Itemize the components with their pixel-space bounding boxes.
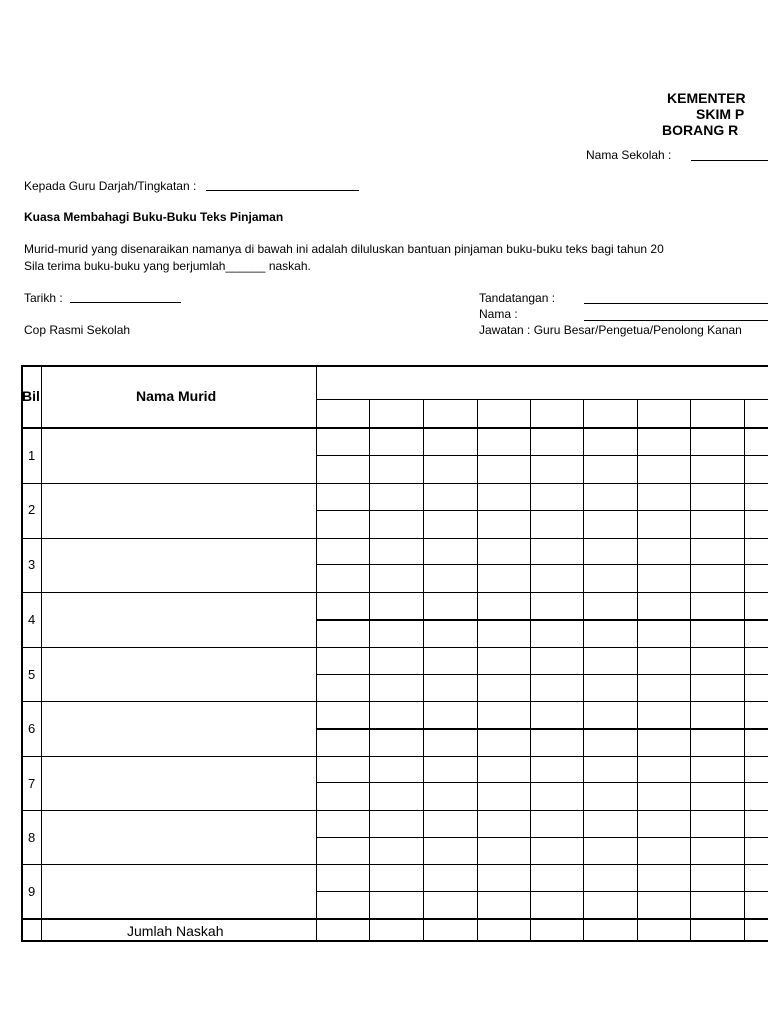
- scheme-title: SKIM P: [696, 106, 745, 122]
- signature-field[interactable]: [584, 303, 768, 304]
- row-number: 2: [28, 502, 36, 517]
- row-number: 4: [28, 612, 36, 627]
- name-col-border: [316, 365, 317, 941]
- col-name-header: Nama Murid: [136, 388, 217, 404]
- subrow-separator: [317, 510, 768, 511]
- total-label: Jumlah Naskah: [127, 923, 224, 939]
- bil-col-border: [41, 365, 42, 941]
- school-name-label: Nama Sekolah :: [586, 148, 672, 162]
- subrow-separator: [317, 728, 768, 730]
- row-number: 5: [28, 667, 36, 682]
- row-separator: [21, 538, 768, 539]
- row-separator: [21, 918, 768, 920]
- date-label: Tarikh :: [24, 291, 63, 305]
- to-teacher-label: Kepada Guru Darjah/Tingkatan :: [24, 179, 197, 193]
- row-number: 3: [28, 557, 36, 572]
- name-field[interactable]: [584, 320, 768, 321]
- book-col-border: [637, 399, 638, 941]
- subrow-separator: [317, 674, 768, 675]
- subrow-separator: [317, 837, 768, 838]
- row-number: 9: [28, 884, 36, 899]
- header-subrow-line: [317, 399, 768, 400]
- row-separator: [21, 592, 768, 593]
- school-name-field[interactable]: [691, 160, 768, 161]
- book-col-border: [530, 399, 531, 941]
- table-bottom-border: [21, 940, 768, 942]
- table-top-border: [21, 365, 768, 367]
- position-label: Jawatan : Guru Besar/Pengetua/Penolong Kanan: [479, 323, 742, 337]
- row-number: 1: [28, 448, 36, 463]
- paragraph-line-1: Murid-murid yang disenaraikan namanya di bawah ini adalah diluluskan bantuan pinjaman buku-buku teks bagi tahun 20: [24, 242, 664, 256]
- date-field[interactable]: [70, 302, 181, 303]
- paragraph-line-2: Sila terima buku-buku yang berjumlah______ naskah.: [24, 259, 311, 273]
- row-number: 7: [28, 776, 36, 791]
- row-number: 6: [28, 721, 36, 736]
- book-col-border: [744, 399, 745, 941]
- book-col-border: [369, 399, 370, 941]
- book-col-border: [690, 399, 691, 941]
- section-title: Kuasa Membahagi Buku-Buku Teks Pinjaman: [24, 210, 284, 224]
- col-bil-header: Bil: [22, 388, 40, 404]
- row-separator: [21, 810, 768, 811]
- book-col-border: [423, 399, 424, 941]
- signature-label: Tandatangan :: [479, 291, 556, 305]
- form-title: BORANG R: [662, 122, 739, 138]
- row-separator: [21, 701, 768, 702]
- stamp-label: Cop Rasmi Sekolah: [24, 323, 131, 337]
- table-left-border: [21, 365, 23, 941]
- header-bottom-border: [21, 427, 768, 429]
- book-col-border: [477, 399, 478, 941]
- subrow-separator: [317, 619, 768, 621]
- subrow-separator: [317, 782, 768, 783]
- ministry-title: KEMENTER: [667, 90, 746, 106]
- row-separator: [21, 756, 768, 757]
- name-label: Nama :: [479, 307, 518, 321]
- subrow-separator: [317, 455, 768, 456]
- row-separator: [21, 483, 768, 484]
- subrow-separator: [317, 564, 768, 565]
- teacher-class-field[interactable]: [206, 190, 359, 191]
- book-col-border: [583, 399, 584, 941]
- row-separator: [21, 864, 768, 865]
- row-number: 8: [28, 830, 36, 845]
- row-separator: [21, 647, 768, 648]
- subrow-separator: [317, 891, 768, 892]
